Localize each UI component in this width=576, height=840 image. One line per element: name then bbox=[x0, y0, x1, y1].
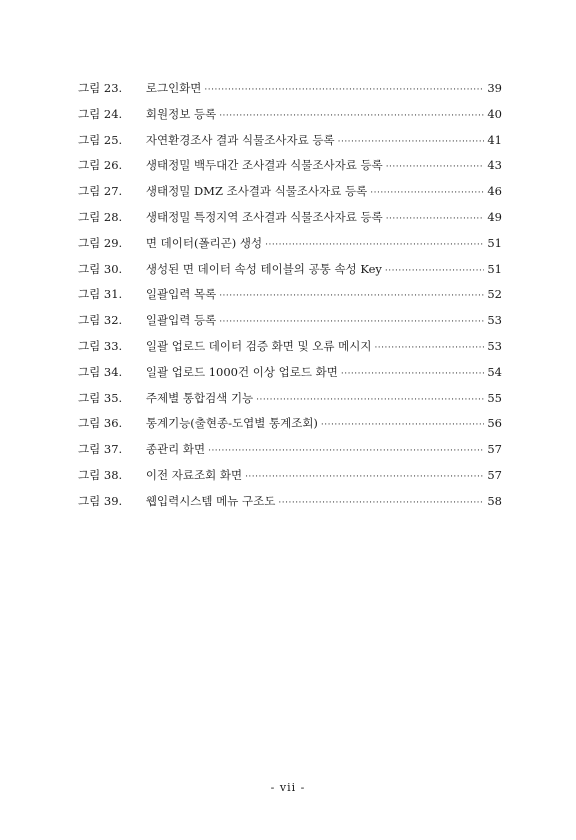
toc-entry-prefix: 그림 bbox=[78, 442, 101, 457]
toc-entry-title: 통계기능(출현종-도엽별 통계조회) bbox=[145, 416, 318, 431]
toc-entry-number: 31. bbox=[103, 287, 123, 302]
toc-leader-dots bbox=[386, 214, 484, 224]
toc-entry-page: 46 bbox=[487, 184, 502, 199]
toc-entry-page: 55 bbox=[487, 390, 502, 405]
toc-entry-number: 32. bbox=[103, 313, 123, 328]
toc-leader-dots bbox=[321, 420, 484, 430]
toc-entry[interactable] bbox=[78, 261, 502, 287]
toc-entry-page: 41 bbox=[487, 132, 502, 147]
toc-entry-label bbox=[78, 261, 382, 277]
toc-leader-dots bbox=[208, 446, 484, 456]
toc-entry-number: 39. bbox=[103, 493, 123, 508]
toc-entry-title: 생태정밀 특정지역 조사결과 식물조사자료 등록 bbox=[145, 209, 383, 224]
toc-entry-prefix: 그림 bbox=[78, 106, 101, 121]
toc-entry-title: 생태정밀 백두대간 조사결과 식물조사자료 등록 bbox=[145, 158, 383, 173]
toc-entry[interactable] bbox=[78, 209, 502, 235]
toc-entry[interactable] bbox=[78, 106, 502, 132]
toc-entry-label bbox=[78, 183, 367, 199]
toc-entry-number: 25. bbox=[103, 132, 123, 147]
toc-entry-prefix: 그림 bbox=[78, 261, 101, 276]
toc-entry-number: 27. bbox=[103, 184, 123, 199]
toc-entry-page: 57 bbox=[487, 442, 502, 457]
toc-leader-dots bbox=[219, 317, 484, 327]
toc-entry[interactable] bbox=[78, 390, 502, 416]
toc-entry-page: 40 bbox=[487, 106, 502, 121]
toc-entry-title: 로그인화면 bbox=[145, 81, 202, 95]
toc-entry-page: 58 bbox=[487, 493, 502, 508]
toc-leader-dots bbox=[278, 498, 484, 508]
toc-leader-dots bbox=[386, 162, 484, 172]
toc-entry[interactable] bbox=[78, 415, 502, 441]
toc-entry-label bbox=[78, 132, 335, 148]
toc-leader-dots bbox=[204, 85, 484, 95]
toc-entry-title: 웹입력시스템 메뉴 구조도 bbox=[145, 493, 276, 508]
page-number: - vii - bbox=[270, 781, 306, 794]
toc-entry-prefix: 그림 bbox=[78, 416, 101, 431]
toc-entry-number: 24. bbox=[103, 106, 123, 121]
toc-entry-prefix: 그림 bbox=[78, 338, 101, 353]
toc-entry-number: 29. bbox=[103, 235, 123, 250]
toc-leader-dots bbox=[245, 472, 484, 482]
toc-leader-dots bbox=[219, 111, 484, 121]
toc-entry-label bbox=[78, 364, 338, 380]
toc-entry[interactable] bbox=[78, 364, 502, 390]
toc-entry[interactable] bbox=[78, 493, 502, 519]
toc-entry-number: 35. bbox=[103, 390, 123, 405]
toc-entry-label bbox=[78, 286, 216, 302]
toc-entry[interactable] bbox=[78, 183, 502, 209]
toc-entry[interactable] bbox=[78, 338, 502, 364]
toc-entry-page: 53 bbox=[487, 313, 502, 328]
toc-entry-label bbox=[78, 390, 253, 406]
toc-entry-prefix: 그림 bbox=[78, 313, 101, 328]
toc-entry-title: 일괄입력 목록 bbox=[145, 287, 217, 302]
toc-entry-label bbox=[78, 493, 275, 509]
toc-entry[interactable] bbox=[78, 235, 502, 261]
toc-entry-title: 자연환경조사 결과 식물조사자료 등록 bbox=[145, 132, 335, 147]
toc-entry-prefix: 그림 bbox=[78, 132, 101, 147]
toc-entry-page: 53 bbox=[487, 338, 502, 353]
toc-entry-page: 56 bbox=[487, 416, 502, 431]
toc-entry-label bbox=[78, 415, 318, 431]
toc-entry-title: 종관리 화면 bbox=[145, 442, 206, 457]
toc-entry-prefix: 그림 bbox=[78, 287, 101, 302]
toc-entry-label bbox=[78, 467, 242, 483]
toc-entry-prefix: 그림 bbox=[78, 81, 101, 95]
toc-leader-dots bbox=[219, 291, 484, 301]
toc-entry-page: 51 bbox=[487, 235, 502, 250]
toc-entry-label bbox=[78, 106, 216, 122]
toc-entry-label bbox=[78, 80, 201, 96]
toc-leader-dots bbox=[370, 188, 484, 198]
toc-entry-page: 57 bbox=[487, 467, 502, 482]
toc-leader-dots bbox=[256, 395, 484, 405]
toc-entry-page: 43 bbox=[487, 158, 502, 173]
toc-entry-number: 38. bbox=[103, 467, 123, 482]
toc-entry-title: 생태정밀 DMZ 조사결과 식물조사자료 등록 bbox=[145, 184, 368, 199]
toc-entry[interactable] bbox=[78, 441, 502, 467]
toc-entry-label bbox=[78, 209, 383, 225]
toc-entry-prefix: 그림 bbox=[78, 467, 101, 482]
toc-leader-dots bbox=[374, 343, 484, 353]
toc-entry-prefix: 그림 bbox=[78, 158, 101, 173]
toc-entry[interactable] bbox=[78, 467, 502, 493]
toc-leader-dots bbox=[341, 369, 484, 379]
toc-entry-page: 49 bbox=[487, 209, 502, 224]
toc-entry-number: 30. bbox=[103, 261, 123, 276]
toc-entry-number: 34. bbox=[103, 364, 123, 379]
toc-entry-prefix: 그림 bbox=[78, 184, 101, 199]
toc-entry-title: 이전 자료조회 화면 bbox=[145, 467, 243, 482]
toc-entry-page: 52 bbox=[487, 287, 502, 302]
toc-entry-number: 37. bbox=[103, 442, 123, 457]
toc-entry-label bbox=[78, 338, 371, 354]
toc-entry-number: 33. bbox=[103, 338, 123, 353]
toc-entry-prefix: 그림 bbox=[78, 209, 101, 224]
toc-entry-label bbox=[78, 157, 383, 173]
toc-entry-title: 일괄 업로드 1000건 이상 업로드 화면 bbox=[145, 364, 338, 379]
toc-entry-label bbox=[78, 312, 216, 328]
toc-leader-dots bbox=[265, 240, 484, 250]
toc-entry-title: 면 데이터(폴리곤) 생성 bbox=[145, 235, 263, 250]
toc-entry-prefix: 그림 bbox=[78, 390, 101, 405]
toc-entry[interactable] bbox=[78, 312, 502, 338]
toc-entry-page: 51 bbox=[487, 261, 502, 276]
list-of-figures bbox=[78, 80, 502, 519]
toc-entry-title: 생성된 면 데이터 속성 테이블의 공통 속성 Key bbox=[145, 261, 382, 276]
toc-entry[interactable] bbox=[78, 80, 502, 106]
toc-entry-title: 회원정보 등록 bbox=[145, 106, 217, 121]
toc-entry-title: 주제별 통합검색 기능 bbox=[145, 390, 254, 405]
toc-entry-page: 54 bbox=[487, 364, 502, 379]
toc-leader-dots bbox=[338, 137, 484, 147]
toc-entry-number: 36. bbox=[103, 416, 123, 431]
toc-entry-number: 23. bbox=[103, 81, 123, 95]
toc-entry-title: 일괄입력 등록 bbox=[145, 313, 217, 328]
toc-entry-label bbox=[78, 235, 262, 251]
toc-leader-dots bbox=[385, 266, 484, 276]
toc-entry[interactable] bbox=[78, 157, 502, 183]
toc-entry-page: 39 bbox=[487, 81, 502, 95]
toc-entry[interactable] bbox=[78, 132, 502, 158]
toc-entry-prefix: 그림 bbox=[78, 364, 101, 379]
toc-entry-label bbox=[78, 441, 205, 457]
toc-entry-number: 28. bbox=[103, 209, 123, 224]
toc-entry-prefix: 그림 bbox=[78, 493, 101, 508]
toc-entry[interactable] bbox=[78, 286, 502, 312]
toc-entry-title: 일괄 업로드 데이터 검증 화면 및 오류 메시지 bbox=[145, 338, 372, 353]
toc-entry-number: 26. bbox=[103, 158, 123, 173]
toc-entry-prefix: 그림 bbox=[78, 235, 101, 250]
